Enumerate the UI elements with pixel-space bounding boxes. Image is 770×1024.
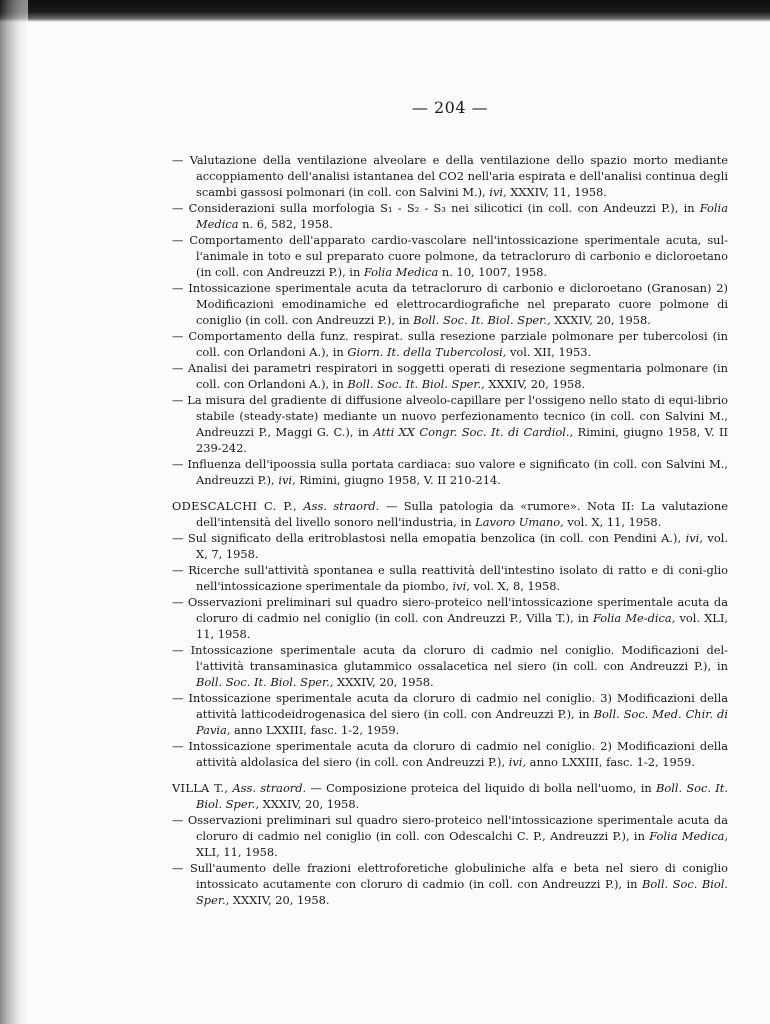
list-item: — Intossicazione sperimentale acuta da cloruro di cadmio nel coniglio. Modificazioni del-l'attività transaminasica glutammico ossalacetica nel siero (in coll. con Andreuzzi P.), in Boll. Soc. It. Biol. Sper., XXXIV, 20, 1958.	[172, 643, 728, 689]
list-item: — La misura del gradiente di diffusione alveolo-capillare per l'ossigeno nello stato di equi-librio stabile (steady-state) mediante un nuovo perfezionamento tecnico (in coll. con Salvini M., Andreuzzi P., Maggi G. C.), in Atti XX Congr. Soc. It. di Cardiol., Rimini, giugno 1958, V. II 239-242.	[172, 393, 728, 455]
author-name: VILLA T.,	[172, 781, 229, 795]
list-item: — Comportamento della funz. respirat. sulla resezione parziale polmonare per tubercolosi (in coll. con Orlandoni A.), in Giorn. It. della Tubercolosi, vol. XII, 1953.	[172, 329, 728, 359]
scan-border-top	[0, 0, 770, 22]
list-item: — Intossicazione sperimentale acuta da cloruro di cadmio nel coniglio. 2) Modificazioni della attività aldolasica del siero (in coll. con Andreuzzi P.), ivi, anno LXXIII, fasc. 1-2, 1959.	[172, 739, 729, 769]
list-item: — Sull'aumento delle frazioni elettroforetiche globuliniche alfa e beta nel siero di coniglio intossicato acutamente con cloruro di cadmio (in coll. con Andreuzzi P.), in Boll. Soc. Biol. Sper., XXXIV, 20, 1958.	[172, 861, 728, 907]
list-item: — Analisi dei parametri respiratori in soggetti operati di resezione segmentaria polmonare (in coll. con Orlandoni A.), in Boll. Soc. It. Biol. Sper., XXXIV, 20, 1958.	[172, 361, 728, 391]
list-item: — Intossicazione sperimentale acuta da tetracloruro di carbonio e dicloroetano (Granosan) 2) Modificazioni emodinamiche ed elettrocardiografiche nel preparato cuore polmone di coniglio (in coll. con Andreuzzi P.), in Boll. Soc. It. Biol. Sper., XXXIV, 20, 1958.	[172, 281, 728, 327]
list-item: — Osservazioni preliminari sul quadro siero-proteico nell'intossicazione sperimentale acuta da cloruro di cadmio nel coniglio (in coll. con Andreuzzi P., Villa T.), in Folia Me-dica, vol. XLI, 11, 1958.	[172, 595, 728, 641]
list-item: — Comportamento dell'apparato cardio-vascolare nell'intossicazione sperimentale acuta, sul-l'animale in toto e sul preparato cuore polmone, da tetracloruro di carbonio e dicloroetano (in coll. con Andreuzzi P.), in Folia Medica n. 10, 1007, 1958.	[172, 233, 728, 279]
list-item: — Osservazioni preliminari sul quadro siero-proteico nell'intossicazione sperimentale acuta da cloruro di cadmio nel coniglio (in coll. con Odescalchi C. P., Andreuzzi P.), in Folia Medica, XLI, 11, 1958.	[172, 813, 728, 859]
page-number: — 204 —	[411, 98, 489, 117]
author-name: ODESCALCHI C. P.,	[172, 499, 297, 513]
continuation-list	[172, 152, 728, 488]
author-rank: Ass. straord.	[303, 499, 380, 513]
list-item: — Intossicazione sperimentale acuta da cloruro di cadmio nel coniglio. 3) Modificazioni della attività latticodeidrogenasica del siero (in coll. con Andreuzzi P.), in Boll. Soc. Med. Chir. di Pavia, anno LXXIII, fasc. 1-2, 1959.	[172, 691, 729, 737]
author-first-entry: VILLA T., Ass. straord. — Composizione proteica del liquido di bolla nell'uomo, in Boll. Soc. It. Biol. Sper., XXXIV, 20, 1958.	[172, 781, 728, 811]
author-first-entry: ODESCALCHI C. P., Ass. straord. — Sulla patologia da «rumore». Nota II: La valutazione dell'intensità del livello sonoro nell'industria, in Lavoro Umano, vol. X, 11, 1958.	[172, 499, 728, 529]
list-item: — Considerazioni sulla morfologia S₁ - S₂ - S₃ nei silicotici (in coll. con Andeuzzi P.), in Folia Medica n. 6, 582, 1958.	[172, 201, 728, 231]
list-item: — Ricerche sull'attività spontanea e sulla reattività dell'intestino isolato di ratto e di coni-glio nell'intossicazione sperimentale da piombo, ivi, vol. X, 8, 1958.	[172, 563, 728, 593]
scan-border-left	[0, 0, 28, 1024]
list-item: — Valutazione della ventilazione alveolare e della ventilazione dello spazio morto mediante accoppiamento dell'analisi istantanea del CO2 nell'aria espirata e dell'analisi continua degli scambi gassosi polmonari (in coll. con Salvini M.), ivi, XXXIV, 11, 1958.	[172, 153, 729, 199]
author-rank: Ass. straord.	[232, 781, 307, 795]
bibliography	[172, 152, 728, 908]
list-item: — Influenza dell'ipoossia sulla portata cardiaca: suo valore e significato (in coll. con Salvini M., Andreuzzi P.), ivi, Rimini, giugno 1958, V. II 210-214.	[172, 457, 729, 487]
author-block-odescalchi	[172, 498, 728, 770]
author-block-villa	[172, 780, 728, 908]
list-item: — Sul significato della eritroblastosi nella emopatia benzolica (in coll. con Pendini A.), ivi, vol. X, 7, 1958.	[172, 531, 728, 561]
